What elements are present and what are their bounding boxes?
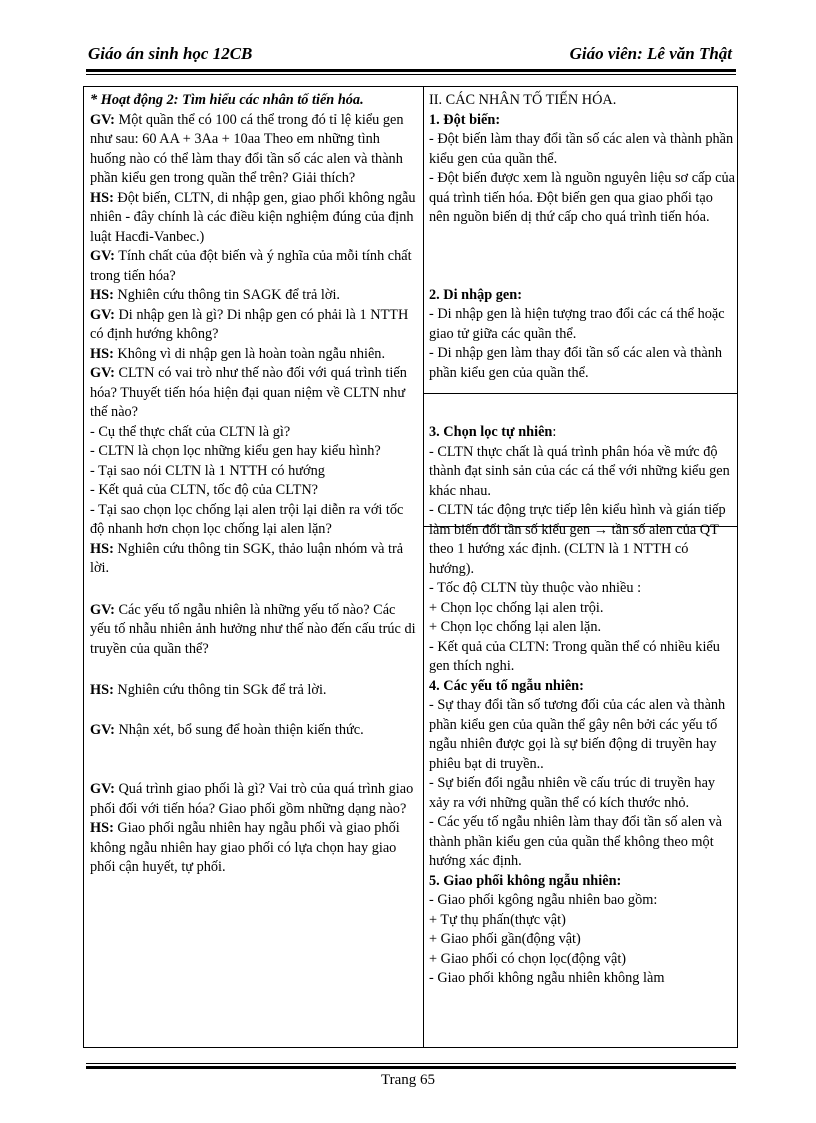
dialogue-line: - CLTN là chọn lọc những kiểu gen hay kiểu hình?: [90, 443, 381, 459]
content-line: + Chọn lọc chống lại alen lặn.: [429, 619, 602, 635]
dialogue-text: Quá trình giao phối là gì? Vai trò của quá trình giao phối đối với tiến hóa? Giao phối gồm những dạng nào?: [90, 781, 414, 817]
speaker-label: GV:: [90, 601, 115, 618]
lesson-table: [83, 86, 738, 1048]
dialogue-text: Một quần thể có 100 cá thể trong đó tỉ lệ kiểu gen như sau: 60 AA + 3Aa + 10aa Theo em những tình huống nào có thể làm thay đổi tần số các alen và thành phần kiểu gen trong quần thể trên? Giải thích?: [90, 111, 404, 186]
speaker-label: GV:: [90, 721, 115, 738]
content-line: + Giao phối có chọn lọc(động vật): [429, 950, 627, 967]
dialogue-block: [90, 189, 417, 248]
right-column: [429, 91, 736, 989]
left-column: [90, 91, 417, 878]
dialogue-text: Nghiên cứu thông tin SAGK để trả lời.: [113, 287, 341, 303]
dialogue-block: [90, 601, 417, 660]
content-line: - Sự thay đổi tần số tương đối của các alen và thành phần kiểu gen của quần thể gây nên bởi các yếu tố ngẫu nhiên được gọi là sự biến động di truyền hay phiêu bạt di truyền..: [429, 697, 726, 772]
dialogue-line: - Kết quả của CLTN, tốc độ của CLTN?: [90, 482, 319, 498]
speaker-label: HS:: [90, 189, 114, 206]
speaker-label: GV:: [90, 365, 115, 381]
speaker-label: HS:: [90, 820, 114, 836]
dialogue-block: [90, 681, 417, 701]
dialogue-text: Nghiên cứu thông tin SGK, thảo luận nhóm và trả lời.: [90, 540, 404, 576]
dialogue-block: [90, 721, 417, 741]
content-line: + Chọn lọc chống lại alen trội.: [429, 599, 604, 616]
section-title: II. CÁC NHÂN TỐ TIẾN HÓA.: [429, 92, 617, 108]
activity-title: * Hoạt động 2: Tìm hiểu các nhân tố tiến hóa.: [90, 92, 364, 108]
dialogue-block: [90, 306, 417, 345]
content-line: + Tự thụ phấn(thực vật): [429, 911, 566, 928]
heading-text: 3. Chọn lọc tự nhiên: [429, 424, 553, 440]
speaker-label: HS:: [90, 345, 114, 362]
header-rule-thick: [86, 69, 736, 72]
dialogue-text: CLTN có vai trò như thế nào đối với quá trình tiến hóa? Thuyết tiến hóa hiện đại quan niệm về CLTN như thế nào?: [90, 365, 407, 420]
content-line: - CLTN thực chất là quá trình phân hóa về mức độ thành đạt sinh sản của các cá thể với những kiểu gen khác nhau.: [429, 443, 730, 499]
content-line: - Di nhập gen làm thay đổi tần số các alen và thành phần kiểu gen của quần thể.: [429, 345, 722, 381]
page-number: Trang 65: [380, 1072, 436, 1088]
content-line: - Giao phối không ngẫu nhiên không làm: [429, 970, 665, 986]
dialogue-line: - Cụ thể thực chất của CLTN là gì?: [90, 423, 291, 440]
dialogue-text: Các yếu tố ngẫu nhiên là những yếu tố nào? Các yếu tố nhẫu nhiên ảnh hưởng như thế nào đến cấu trúc di truyền của quần thể?: [90, 601, 416, 657]
speaker-label: HS:: [90, 287, 114, 303]
content-line: - Đột biến được xem là nguồn nguyên liệu sơ cấp của quá trình tiến hóa. Đột biến gen qua giao phối tạo nên nguồn biến dị thứ cấp cho quá trình tiến hóa.: [429, 170, 735, 225]
dialogue-block: [90, 111, 417, 189]
speaker-label: GV:: [90, 306, 115, 323]
dialogue-block: [90, 345, 417, 365]
column-divider: [423, 87, 424, 1047]
section-heading-gene-flow: 2. Di nhập gen:: [429, 286, 522, 303]
speaker-label: HS:: [90, 682, 114, 698]
dialogue-block: [90, 247, 417, 286]
content-line: - Di nhập gen là hiện tượng trao đổi các cá thể hoặc giao tử giữa các quần thể.: [429, 306, 725, 342]
content-line: - Kết quả của CLTN: Trong quần thể có nhiều kiểu gen thích nghi.: [429, 638, 720, 674]
dialogue-block: [90, 286, 417, 306]
dialogue-block: [90, 540, 417, 579]
section-heading-random-factors: 4. Các yếu tố ngẫu nhiên:: [429, 677, 584, 694]
dialogue-line: - Tại sao chọn lọc chống lại alen trội lại diễn ra với tốc độ nhanh hơn chọn lọc chống lại alen lặn?: [90, 501, 404, 537]
dialogue-text: Không vì di nhập gen là hoàn toàn ngẫu nhiên.: [113, 345, 386, 362]
dialogue-block: [90, 819, 417, 878]
content-line: - Đột biến làm thay đổi tần số các alen và thành phần kiểu gen của quần thể.: [429, 131, 734, 167]
speaker-label: HS:: [90, 540, 114, 557]
page-header: [86, 44, 734, 66]
section-heading-non-random-mating: 5. Giao phối không ngẫu nhiên:: [429, 872, 622, 889]
footer-rule-thick: [86, 1066, 736, 1069]
speaker-label: GV:: [90, 111, 115, 128]
dialogue-line: - Tại sao nói CLTN là 1 NTTH có hướng: [90, 462, 325, 479]
dialogue-text: Đột biến, CLTN, di nhập gen, giao phối không ngẫu nhiên - đây chính là các điều kiện nghiệm đúng của định luật Hacđi-Vanbec.): [90, 189, 416, 245]
dialogue-block: [90, 780, 417, 819]
section-heading-mutation: 1. Đột biến:: [429, 111, 501, 128]
content-line: - Các yếu tố ngẫu nhiên làm thay đổi tần số alen và thành phần kiểu gen của quần thể không theo một hướng xác định.: [429, 814, 723, 869]
section-heading-natural-selection: [429, 423, 736, 443]
dialogue-text: Nghiên cứu thông tin SGk để trả lời.: [113, 682, 327, 698]
heading-colon: :: [552, 424, 557, 440]
speaker-label: GV:: [90, 781, 115, 797]
dialogue-block: [90, 364, 417, 423]
dialogue-text: Nhận xét, bổ sung để hoàn thiện kiến thức.: [114, 721, 364, 738]
header-rule-thin: [86, 74, 736, 75]
content-line: - Sự biến đổi ngẫu nhiên về cấu trúc di truyền hay xảy ra với những quần thể có kích thước nhỏ.: [429, 775, 716, 811]
content-line: - Giao phối kgông ngẫu nhiên bao gồm:: [429, 892, 658, 908]
content-line: - Tốc độ CLTN tùy thuộc vào nhiều :: [429, 580, 642, 596]
header-teacher-name: Giáo viên: Lê văn Thật: [569, 44, 732, 63]
footer-rule-thin: [86, 1063, 736, 1064]
content-line: + Giao phối gần(động vật): [429, 931, 581, 947]
dialogue-text: Tính chất của đột biến và ý nghĩa của mỗi tính chất trong tiến hóa?: [90, 248, 412, 284]
header-course-title: Giáo án sinh học 12CB: [88, 44, 253, 63]
dialogue-text: Giao phối ngẫu nhiên hay ngẫu phối và giao phối không ngẫu nhiên hay giao phối có lựa chọn hay giao phối cận huyết, tự phối.: [90, 820, 400, 875]
content-line: - CLTN tác động trực tiếp lên kiểu hình và gián tiếp làm biến đổi tần số kiểu gen → tần số alen của QT theo 1 hướng xác định. (CLTN là 1 NTTH có hướng).: [429, 502, 726, 577]
speaker-label: GV:: [90, 248, 115, 264]
dialogue-text: Di nhập gen là gì? Di nhập gen có phải là 1 NTTH có định hướng không?: [90, 306, 409, 342]
